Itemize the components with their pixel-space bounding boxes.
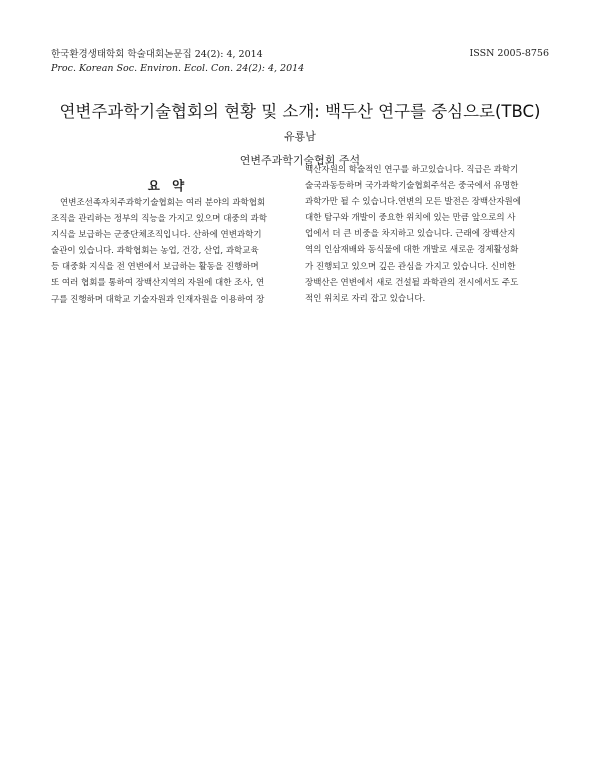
abstract-heading: 요 약 (147, 178, 189, 193)
abstract-line: 백산자원의 학술적인 연구를 하고있습니다. 직급은 과학기 (305, 165, 519, 175)
abstract-line: 연변조선족자치주과학기술협회는 여러 분야의 과학협회 (60, 198, 266, 208)
journal-korean: 한국환경생태학회 학술대회논문집 24(2): 4, 2014 (51, 49, 263, 60)
author-affiliation: 연변주과학기술협회 주석 (239, 154, 361, 167)
paper-title: 연변주과학기술협회의 현황 및 소개: 백두산 연구를 중심으로(TBC) (59, 102, 541, 121)
abstract-line: 가 진행되고 있으며 깊은 관심을 가지고 있습니다. 신비한 (305, 261, 516, 272)
abstract-line: 또 여러 협회를 통하여 장백산지역의 자원에 대한 조사, 연 (51, 278, 265, 289)
abstract-line: 지식을 보급하는 군중단체조직입니다. 산하에 연변과학기 (51, 230, 262, 241)
abstract-line: 술국과동등하며 국가과학기술협회주석은 중국에서 유명한 (305, 181, 519, 192)
abstract-line: 조직을 관리하는 정부의 직능을 가지고 있으며 대중의 과학 (51, 214, 267, 225)
abstract-line: 역의 인삼재배와 동식물에 대한 개발로 새로운 경제활성화 (305, 245, 519, 256)
abstract-line: 장백산은 연변에서 새로 건설될 과학관의 전시에서도 주도 (305, 277, 519, 288)
author-name: 유룡남 (284, 130, 316, 143)
abstract-line: 업에서 더 큰 비중을 차지하고 있습니다. 근래에 장백산지 (305, 229, 516, 240)
abstract-line: 대한 탐구와 개발이 중요한 위치에 있는 만큼 앞으로의 사 (305, 213, 516, 224)
abstract-line: 등 대중화 지식을 전 연변에서 보급하는 활동을 진행하며 (51, 262, 259, 273)
abstract-line: 과학가만 될 수 있습니다.연변의 모든 발전은 장백산자원에 (305, 197, 521, 208)
abstract-right-column (305, 162, 549, 307)
journal-english: Proc. Korean Soc. Environ. Ecol. Con. 24(2): 4, 2014 (51, 63, 305, 74)
running-header (51, 48, 304, 76)
issn: ISSN 2005-8756 (469, 48, 549, 59)
abstract-line: 적인 위치로 자리 잡고 있습니다. (305, 293, 426, 304)
abstract-line: 구를 진행하며 대학교 기술자원과 인재자원을 이용하여 장 (51, 294, 265, 305)
abstract-left-column (51, 195, 285, 308)
abstract-line: 술관이 있습니다. 과학협회는 농업, 건강, 산업, 과학교육 (51, 246, 259, 257)
